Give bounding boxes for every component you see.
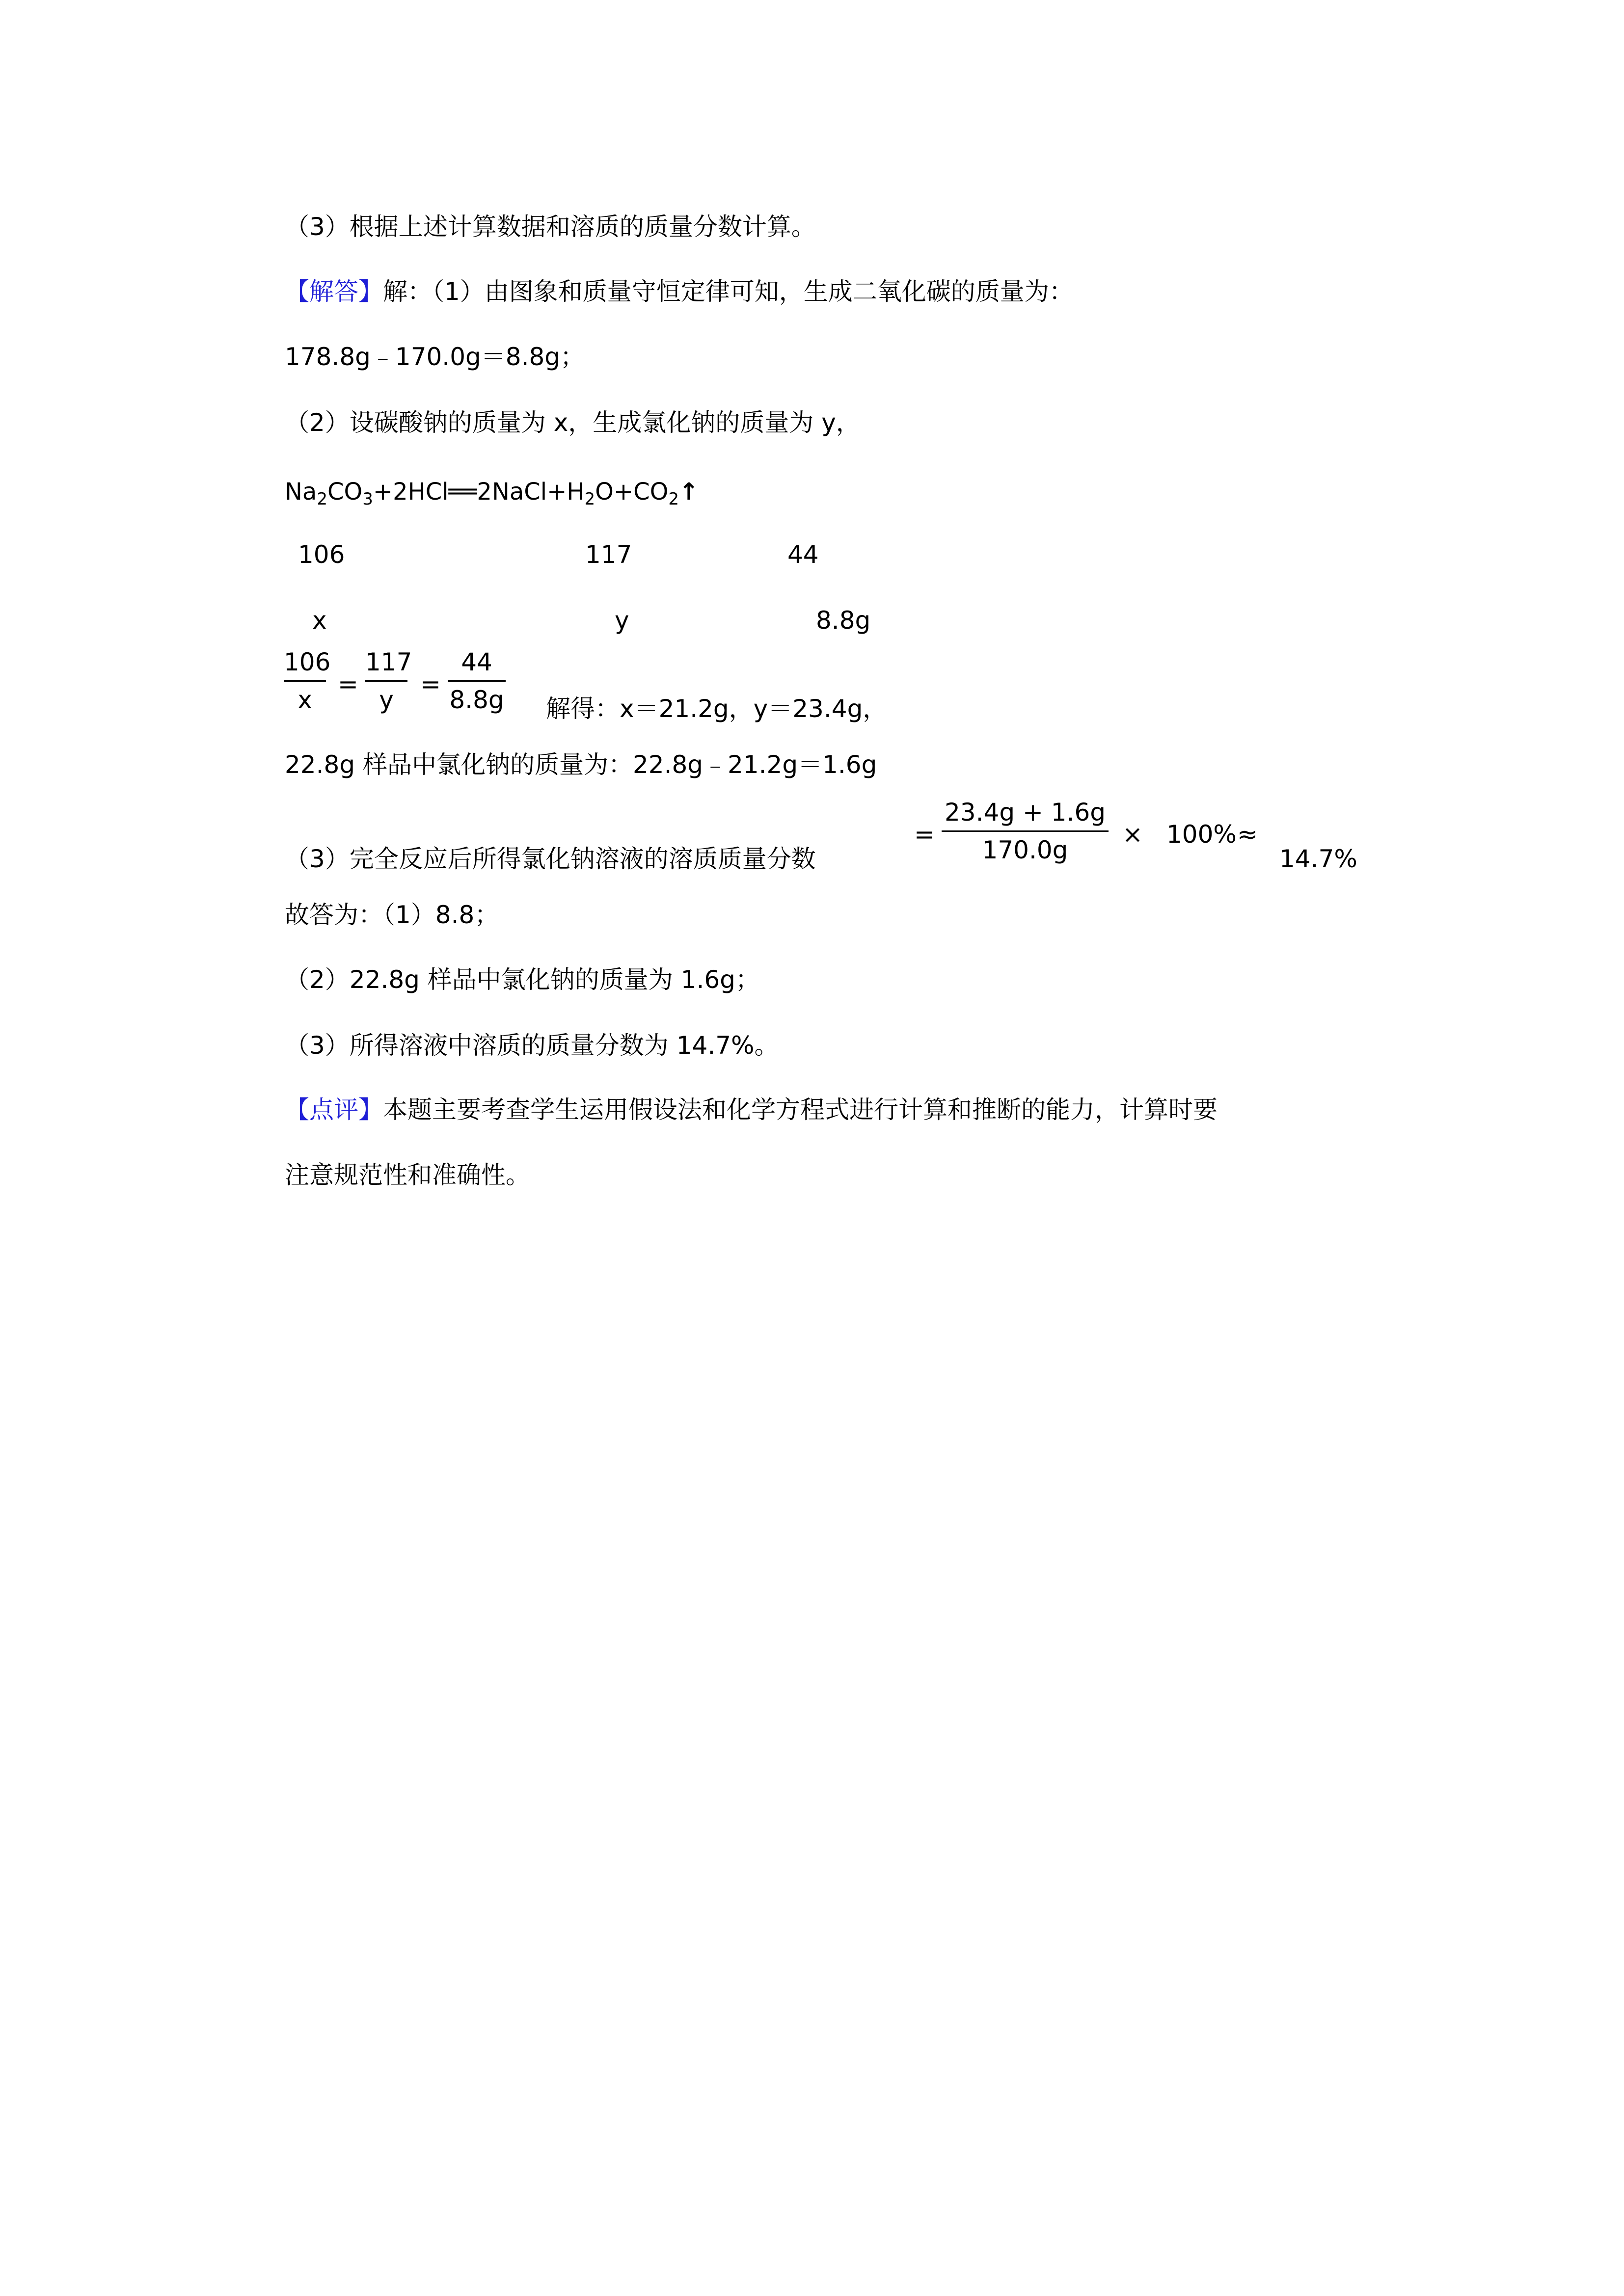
fraction-bar — [448, 680, 506, 682]
fraction-bar — [365, 680, 407, 682]
fraction-denominator: x — [298, 686, 312, 714]
times-sign: × — [1122, 820, 1143, 849]
fraction-numerator: 23.4g + 1.6g — [944, 798, 1106, 827]
fraction-denominator: 8.8g — [449, 686, 504, 714]
fraction-bar — [284, 680, 326, 682]
answer-intro: 解：（1）由图象和质量守恒定律可知，生成二氧化碳的质量为： — [383, 277, 1074, 306]
gas-arrow-icon: ↑ — [679, 478, 699, 506]
co2-mass-calc: 178.8g﹣170.0g＝8.8g； — [285, 343, 585, 371]
solve-result: 解得：x＝21.2g，y＝23.4g， — [546, 694, 888, 723]
q3-calc-text: （3）完全反应后所得氯化钠溶液的溶质质量分数 — [285, 845, 816, 873]
answer-intro-line — [285, 276, 1074, 307]
fraction-numerator: 117 — [365, 648, 412, 676]
final-answer-1: 故答为：（1）8.8； — [285, 901, 499, 929]
mass-fraction-result: 14.7% — [1279, 845, 1357, 873]
unknown-y: y — [615, 606, 629, 635]
approx-sign: ≈ — [1237, 820, 1258, 849]
fraction-denominator: y — [379, 686, 394, 714]
fraction-numerator: 106 — [284, 648, 331, 676]
eq-o-co: O+CO — [595, 478, 669, 506]
percent-factor: 100% — [1166, 820, 1237, 849]
final-answer-2: （2）22.8g 样品中氯化钠的质量为 1.6g； — [285, 965, 760, 994]
equals-sign: = — [420, 670, 441, 698]
q3-hint: （3）根据上述计算数据和溶质的质量分数计算。 — [285, 213, 816, 241]
fraction-numerator: 44 — [461, 648, 492, 676]
set-variables: （2）设碳酸钠的质量为 x，生成氯化钠的质量为 y， — [285, 408, 861, 437]
chemical-equation — [285, 476, 699, 507]
mass-fraction — [942, 797, 1109, 865]
eq-middle: +2HCl══2NaCl+H — [373, 478, 585, 506]
fraction-106-x — [284, 647, 331, 715]
nacl-in-sample: 22.8g 样品中氯化钠的质量为：22.8g﹣21.2g＝1.6g — [285, 750, 877, 779]
fraction-44-8.8g — [448, 647, 506, 715]
ratio-co2: 44 — [787, 540, 819, 569]
eq-na-sub: 2 — [317, 489, 327, 509]
fraction-bar — [942, 830, 1109, 832]
eq-co: CO — [327, 478, 363, 506]
eq-h-sub: 2 — [584, 489, 595, 509]
eq-na: Na — [285, 478, 317, 506]
comment-line-2: 注意规范性和准确性。 — [285, 1161, 530, 1189]
fraction-denominator: 170.0g — [982, 836, 1068, 864]
comment-line-1 — [285, 1094, 1218, 1125]
comment-tag: 【点评】 — [285, 1095, 383, 1124]
comment-text-1: 本题主要考查学生运用假设法和化学方程式进行计算和推断的能力，计算时要 — [383, 1095, 1218, 1124]
eq-co2-sub: 2 — [668, 489, 679, 509]
eq-co-sub: 3 — [362, 489, 373, 509]
fraction-117-y — [365, 647, 412, 715]
known-co2-mass: 8.8g — [816, 606, 871, 635]
equals-sign: = — [338, 670, 358, 698]
answer-tag: 【解答】 — [285, 277, 383, 306]
unknown-x: x — [312, 606, 327, 635]
ratio-nacl: 117 — [585, 540, 632, 569]
final-answer-3: （3）所得溶液中溶质的质量分数为 14.7%。 — [285, 1031, 779, 1060]
equals-sign: = — [914, 820, 935, 849]
ratio-na2co3: 106 — [298, 540, 345, 569]
